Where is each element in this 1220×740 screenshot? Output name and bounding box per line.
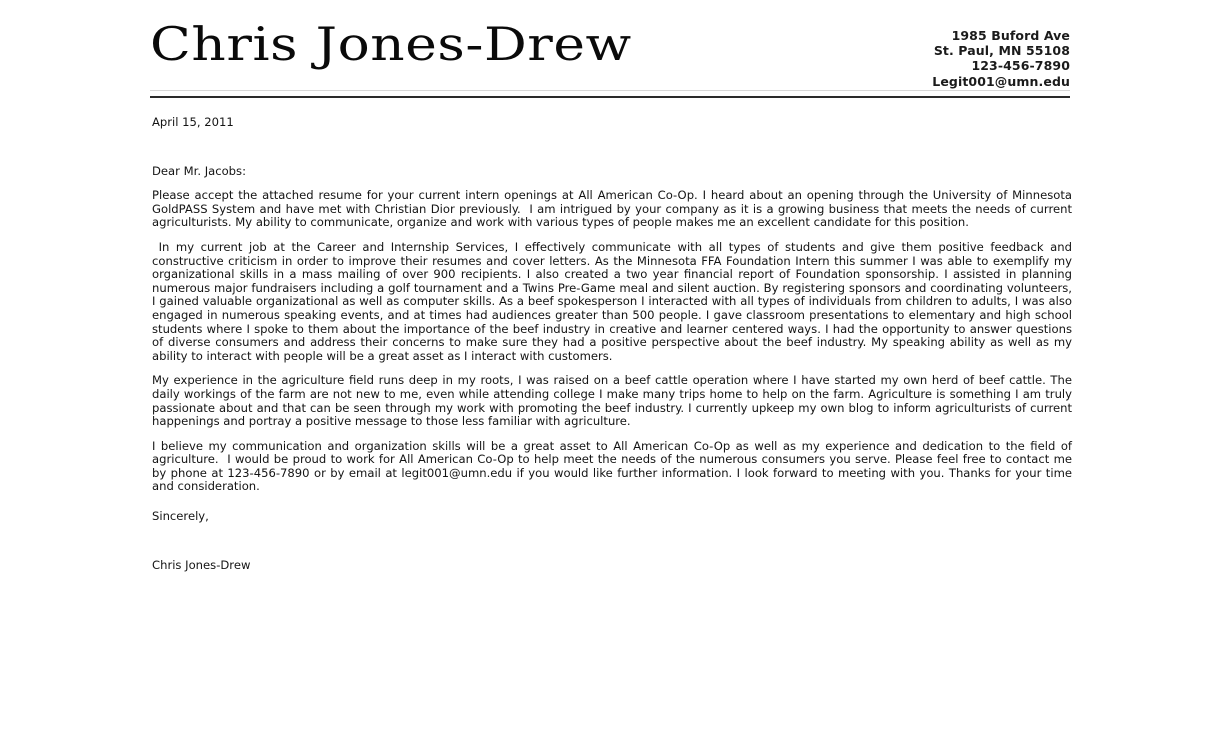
letter-paragraph: Please accept the attached resume for your current intern openings at All American Co-Op. I heard about an opening through the University of Minnesota GoldPASS System and have met with Christian Dior previously. I am intrigued by your company as it is a growing business that meets the needs of current agriculturists. My ability to communicate, organize and work with various types of people makes me an excellent candidate for this position.	[152, 188, 1076, 230]
letterhead-divider-thin	[150, 90, 1070, 91]
sender-name: Chris Jones-Drew	[150, 17, 632, 71]
contact-city-state-zip: St. Paul, MN 55108	[933, 43, 1070, 59]
letterhead-divider-thick	[150, 96, 1070, 98]
letter-paragraph: In my current job at the Career and Internship Services, I effectively communicate with all types of students and give them positive feedback and constructive criticism in order to improve their resumes and cover letters. As the Minnesota FFA Foundation Intern this summer I was able to exemplify my organizational skills in a mass mailing of over 900 recipients. I also created a two year financial report of Foundation sponsorship. I assisted in planning numerous major fundraisers including a golf tournament and a Twins Pre-Game meal and silent auction. By registering sponsors and coordinating volunteers, I gained valuable organizational as well as computer skills. As a beef spokesperson I interacted with all types of individuals from children to adults, I was also engaged in numerous speaking events, and at times had audiences greater than 500 people. I gave classroom presentations to elementary and high school students where I spoke to them about the importance of the beef industry in creative and learner centered ways. I had the opportunity to answer questions of diverse consumers and address their concerns to make sure they had a positive perspective about the beef industry. My speaking ability as well as my ability to interact with people will be a great asset as I interact with customers.	[152, 239, 1076, 363]
letter-date: April 15, 2011	[152, 115, 234, 129]
letter-closing: Sincerely,	[152, 509, 209, 524]
contact-street-address: 1985 Buford Ave	[951, 28, 1070, 43]
letter-paragraph: I believe my communication and organization skills will be a great asset to All American Co-Op as well as my experience and dedication to the field of agriculture. I would be proud to work for All American Co-Op to help meet the needs of the numerous consumers you serve. Please feel free to contact me by phone at 123-456-7890 or by email at legit001@umn.edu if you would like further information. I look forward to meeting with you. Thanks for your time and consideration.	[152, 438, 1076, 494]
letter-body	[152, 112, 1076, 572]
letter-paragraph: My experience in the agriculture field runs deep in my roots, I was raised on a beef cattle operation where I have started my own herd of beef cattle. The daily workings of the farm are not new to me, even while attending college I make many trips home to help on the farm. Agriculture is something I am truly passionate about and that can be seen through my work with promoting the beef industry. I currently upkeep my own blog to inform agriculturists of current happenings and portray a positive message to those less familiar with agriculture.	[152, 373, 1076, 429]
letter-signature: Chris Jones-Drew	[152, 557, 251, 572]
contact-phone: 123-456-7890	[971, 58, 1070, 74]
contact-block	[932, 18, 1070, 89]
letter-salutation: Dear Mr. Jacobs:	[152, 163, 246, 178]
contact-email: Legit001@umn.edu	[932, 73, 1070, 89]
letterhead	[150, 18, 1070, 89]
